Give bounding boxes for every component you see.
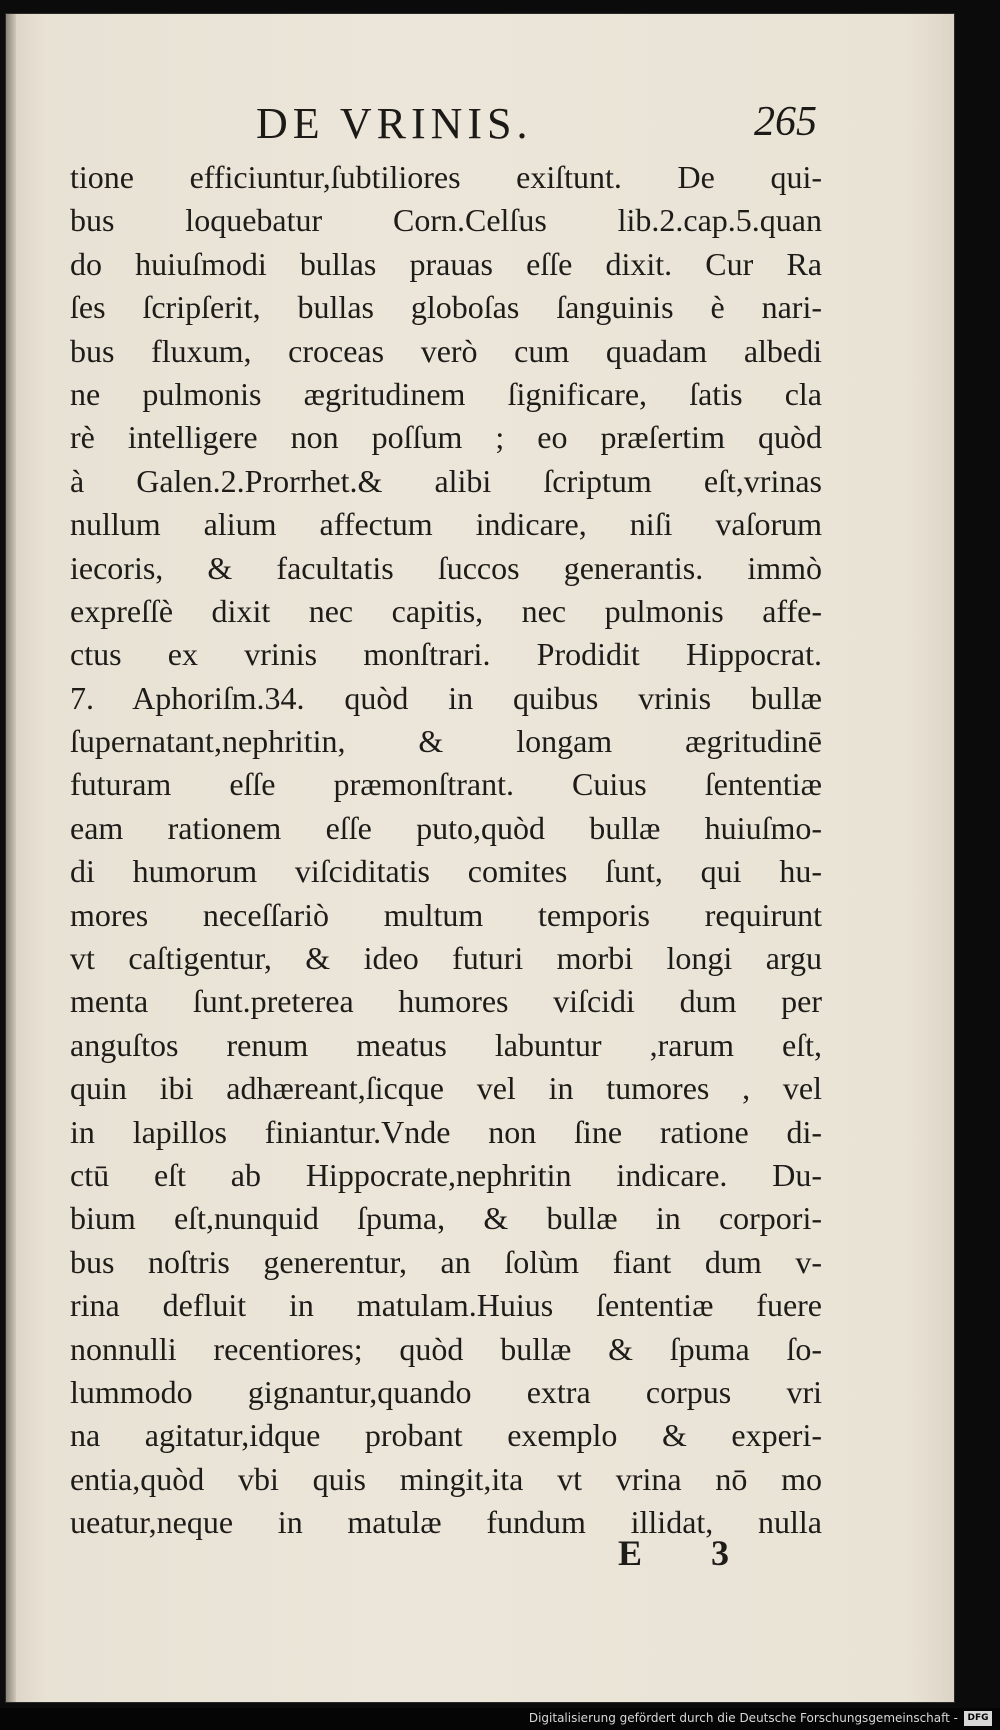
text-line: ſes ſcripſerit, bullas globoſas ſanguinis è nari-: [70, 289, 822, 326]
text-line: ctū eſt ab Hippocrate,nephritin indicare. Du-: [70, 1156, 822, 1193]
text-line: 7. Aphoriſm.34. quòd in quibus vrinis bullæ: [70, 679, 822, 716]
book-page: [6, 14, 954, 1702]
text-line: ne pulmonis ægritudinem ſignificare, ſatis cla: [70, 375, 822, 412]
body-text: [70, 156, 822, 1545]
text-line: tione efficiuntur,ſubtiliores exiſtunt. De qui-: [70, 159, 822, 195]
text-line: do huiuſmodi bullas prauas eſſe dixit. Cur Ra: [70, 245, 822, 282]
text-line: entia,quòd vbi quis mingit,ita vt vrina nō mo: [70, 1460, 822, 1497]
text-line: rina defluit in matulam.Huius ſententiæ fuere: [70, 1287, 822, 1324]
text-line: bus loquebatur Corn.Celſus lib.2.cap.5.quan: [70, 202, 822, 239]
text-line: bium eſt,nunquid ſpuma, & bullæ in corpori-: [70, 1200, 822, 1237]
page-number: 265: [754, 99, 817, 145]
signature-mark: E 3: [618, 1533, 760, 1573]
page-header: [6, 98, 954, 158]
text-line: rè intelligere non poſſum ; eo præſertim quòd: [70, 419, 822, 456]
text-line: quin ibi adhæreant,ſicque vel in tumores , vel: [70, 1070, 822, 1107]
text-line: vt caſtigentur, & ideo futuri morbi longi argu: [70, 940, 822, 977]
text-line: mores neceſſariò multum temporis requirunt: [70, 896, 822, 933]
text-line: in lapillos finiantur.Vnde non ſine ratione di-: [70, 1113, 822, 1150]
running-title: DE VRINIS.: [256, 99, 533, 148]
text-line: ctus ex vrinis monſtrari. Prodidit Hippocrat.: [70, 636, 822, 673]
text-line: iecoris, & facultatis ſuccos generantis. immò: [70, 549, 822, 586]
text-line: menta ſunt.preterea humores viſcidi dum per: [70, 983, 822, 1020]
text-line: expreſſè dixit nec capitis, nec pulmonis affe-: [70, 592, 822, 629]
text-line: à Galen.2.Prorrhet.& alibi ſcriptum eſt,vrinas: [70, 462, 822, 499]
text-line: bus noſtris generentur, an ſolùm fiant dum v-: [70, 1243, 822, 1280]
text-line: na agitatur,idque probant exemplo & experi-: [70, 1417, 822, 1454]
text-line: lummodo gignantur,quando extra corpus vri: [70, 1373, 822, 1410]
dfg-logo: DFG: [964, 1711, 992, 1726]
text-line: eam rationem eſſe puto,quòd bullæ huiuſmo-: [70, 809, 822, 846]
text-line: bus fluxum, croceas verò cum quadam albedi: [70, 332, 822, 369]
text-line: anguſtos renum meatus labuntur ,rarum eſt,: [70, 1026, 822, 1063]
footer-bar: [0, 1708, 1000, 1730]
text-line: di humorum viſciditatis comites ſunt, qui hu-: [70, 853, 822, 890]
text-line: nullum alium affectum indicare, niſi vaſorum: [70, 506, 822, 543]
text-line: nonnulli recentiores; quòd bullæ & ſpuma ſo-: [70, 1330, 822, 1367]
footer-credit: Digitalisierung gefördert durch die Deutsche Forschungsgemeinschaft -: [528, 1711, 958, 1725]
text-line: ueatur,neque in matulæ fundum illidat, nulla: [70, 1504, 822, 1541]
text-line: futuram eſſe præmonſtrant. Cuius ſententiæ: [70, 766, 822, 803]
text-line: ſupernatant,nephritin, & longam ægritudinē: [70, 723, 822, 760]
